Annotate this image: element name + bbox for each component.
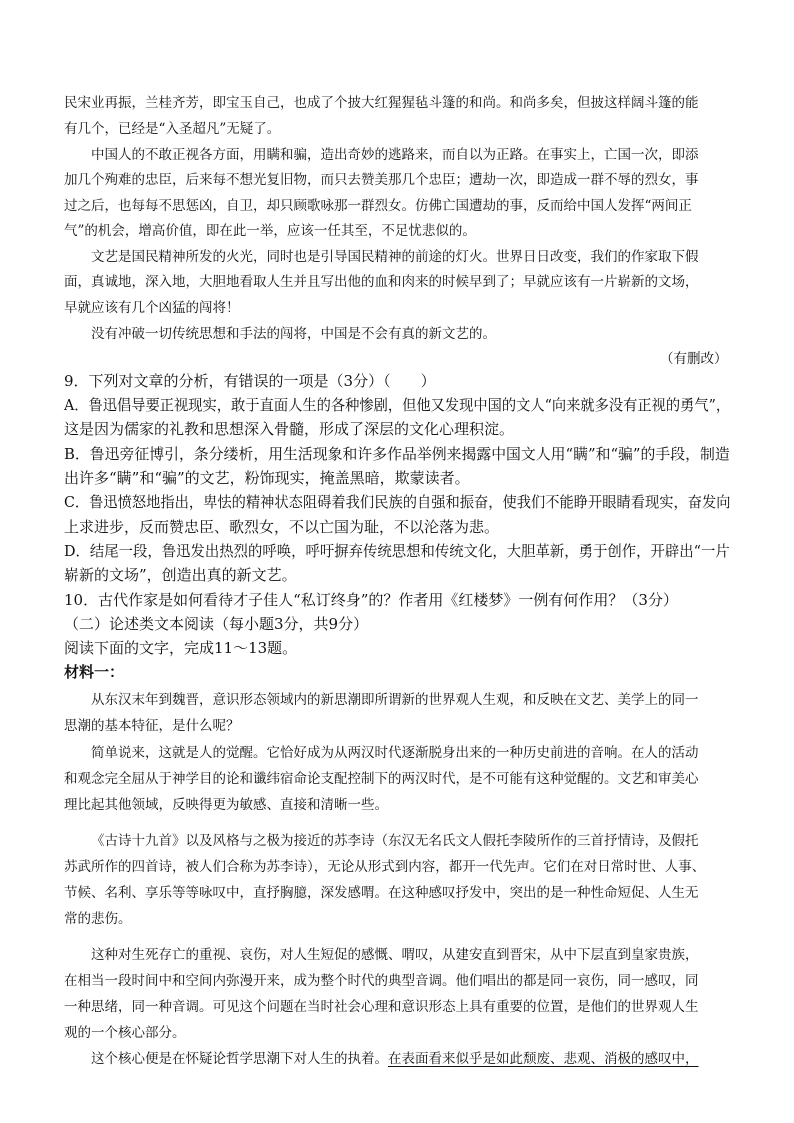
material-label: 材料一： bbox=[64, 663, 125, 681]
option-b: B．鲁迅旁征博引，条分缕析，用生活现象和许多作品举例来揭露中国文人用“瞒”和“骗”的手段，制造 bbox=[64, 445, 730, 463]
option-d-cont: 崭新的文场”，创造出真的新文艺。 bbox=[64, 566, 297, 584]
passage-line: 早就应该有几个凶猛的闯将！ bbox=[64, 300, 240, 316]
material-line: 简单说来，这就是人的觉醒。它恰好成为从两汉时代逐渐脱身出来的一种历史前进的音响。在人的活动 bbox=[91, 745, 699, 761]
passage-line: 文艺是国民精神所发的火光，同时也是引导国民精神的前途的灯火。世界日日改变，我们的作家取下假 bbox=[91, 249, 699, 265]
material-line: 苏武所作的四首诗，被人们合称为苏李诗），无论从形式到内容，都开一代先声。它们在对日常时世、人事、 bbox=[64, 859, 706, 875]
option-c-cont: 上求进步，反而赞忠臣、歌烈女，不以亡国为耻，不以沦落为悲。 bbox=[64, 518, 500, 536]
passage-line: 面，真诚地，深入地，大胆地看取人生并且写出他的血和肉来的时候早到了；早就应该有一片崭新的文场， bbox=[64, 274, 699, 290]
option-a-cont: 这是因为儒家的礼教和思想深入骨髓，形成了深层的文化心理积淀。 bbox=[64, 420, 515, 438]
material-line: 一种思绪，同一种音调。可见这个问题在当时社会心理和意识形态上具有重要的位置，是他们的世界观人生 bbox=[64, 999, 699, 1015]
passage-line: 加几个殉难的忠臣，后来每不想光复旧物，而只去赞美那几个忠臣；遭劫一次，即造成一群不辱的烈女，事 bbox=[64, 172, 699, 188]
passage-line: 没有冲破一切传统思想和手法的闯将，中国是不会有真的新文艺的。 bbox=[91, 326, 496, 342]
material-line: 和观念完全屈从于神学目的论和谶纬宿命论支配控制下的两汉时代，是不可能有这种觉醒的。文艺和审美心 bbox=[64, 771, 699, 787]
last-line-plain: 这个核心便是在怀疑论哲学思潮下对人生的执着。 bbox=[91, 1051, 388, 1067]
section-instruction: 阅读下面的文字，完成11～13题。 bbox=[64, 639, 298, 657]
option-d: D．结尾一段，鲁迅发出热烈的呼唤，呼吁摒弃传统思想和传统文化，大胆革新，勇于创作，开辟出“一片 bbox=[64, 542, 730, 560]
section-heading: （二）论述类文本阅读（每小题3分，共9分） bbox=[64, 615, 369, 633]
passage-line: 民宋业再振，兰桂齐芳，即宝玉自己，也成了个披大红猩猩毡斗篷的和尚。和尚多矣，但披这样阔斗篷的能 bbox=[64, 95, 699, 111]
material-line: 常的悲伤。 bbox=[64, 911, 132, 927]
passage-line: 过之后，也每每不思惩凶，自卫，却只顾歌咏那一群烈女。仿佛亡国遭劫的事，反而给中国人发挥“两间正 bbox=[64, 198, 692, 214]
material-line: 这种对生死存亡的重视、哀伤，对人生短促的感慨、喟叹，从建安直到晋宋，从中下层直到皇家贵族， bbox=[91, 947, 699, 963]
material-line: 在相当一段时间中和空间内弥漫开来，成为整个时代的典型音调。他们唱出的都是同一哀伤，同一感叹，同 bbox=[64, 973, 699, 989]
option-c: C．鲁迅愤怒地指出，卑怯的精神状态阻碍着我们民族的自强和振奋，使我们不能睁开眼睛看现实，奋发向 bbox=[64, 493, 731, 511]
passage-line: 有几个，已经是“入圣超凡”无疑了。 bbox=[64, 121, 281, 137]
material-line: 思潮的基本特征，是什么呢？ bbox=[64, 718, 240, 734]
material-line: 《古诗十九首》以及风格与之极为接近的苏李诗（东汉无名氏文人假托李陵所作的三首抒情诗，及假托 bbox=[91, 833, 699, 849]
passage-line: 气”的机会，增高价值，即在此一举，应该一任其至，不足忧悲似的。 bbox=[64, 223, 476, 239]
option-b-cont: 出许多“瞒”和“骗”的文艺，粉饰现实，掩盖黑暗，欺蒙读者。 bbox=[64, 469, 470, 487]
passage-line: 中国人的不敢正视各方面，用瞒和骗，造出奇妙的逃路来，而自以为正路。在事实上，亡国一次，即添 bbox=[91, 147, 699, 163]
option-a: A．鲁迅倡导要正视现实，敢于直面人生的各种惨剧，但他又发现中国的文人“向来就多没有正视的勇气”， bbox=[64, 396, 731, 414]
source-note: （有删改） bbox=[660, 351, 728, 367]
material-line: 理比起其他领域，反映得更为敏感、直接和清晰一些。 bbox=[64, 797, 388, 813]
material-line: 节候、名利、享乐等等咏叹中，直抒胸臆，深发感喟。在这种感叹抒发中，突出的是一种性命短促、人生无 bbox=[64, 885, 699, 901]
question-10: 10．古代作家是如何看待才子佳人“私订终身”的？作者用《红楼梦》一例有何作用？（3分） bbox=[64, 591, 678, 609]
last-line-underlined: 在表面看来似乎是如此颓废、悲观、消极的感叹中， bbox=[388, 1051, 699, 1067]
material-line: 观的一个核心部分。 bbox=[64, 1025, 186, 1041]
material-line: 从东汉末年到魏晋，意识形态领域内的新思潮即所谓新的世界观人生观，和反映在文艺、美学上的同一 bbox=[91, 692, 699, 708]
question-9-stem: 9．下列对文章的分析，有错误的一项是（3分）（ ） bbox=[64, 372, 436, 390]
material-last-line bbox=[91, 1047, 699, 1067]
